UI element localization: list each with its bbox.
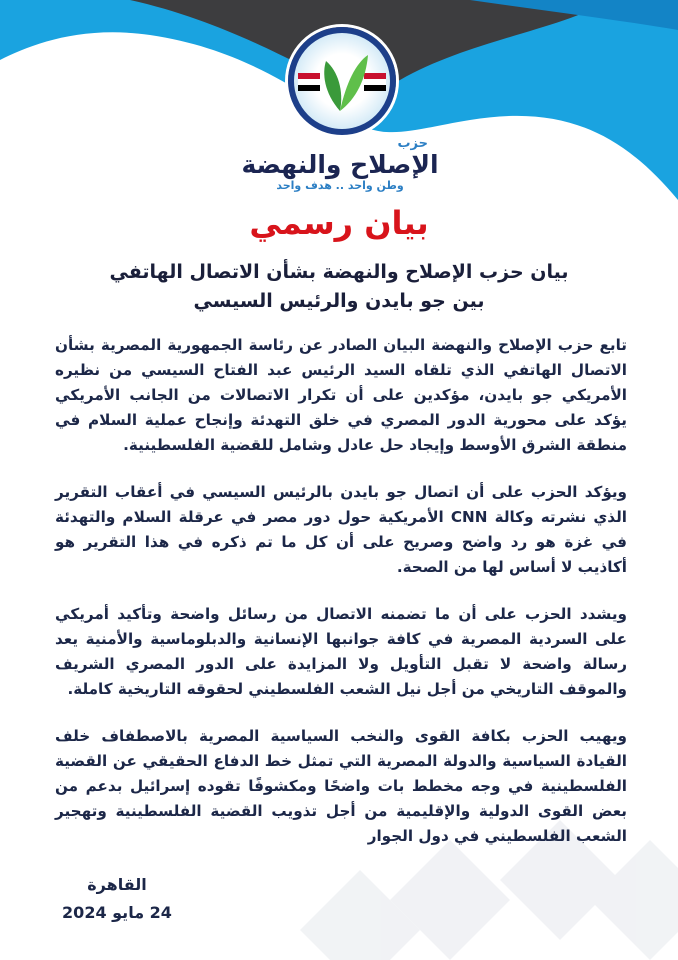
signature-city: القاهرة [87, 875, 147, 894]
subtitle-line: بين جو بايدن والرئيس السيسي [193, 290, 485, 312]
subtitle-line: بيان حزب الإصلاح والنهضة بشأن الاتصال الهاتفي [109, 261, 569, 283]
paragraph: ويشدد الحزب على أن ما تضمنه الاتصال من رسائل واضحة وتأكيد أمريكي على السردية المصرية في كافة جوانبها الإنسانية والدبلوماسية والأمنية يعد رسالة واضحة لا تقبل التأويل ولا المزايدة على الدور المصري الشريف والموقف التاريخي من أجل نيل الشعب الفلسطيني لحقوقه التاريخية كاملة. [55, 605, 627, 698]
party-name: الإصلاح والنهضة [241, 150, 439, 179]
statement-body [55, 333, 627, 849]
paragraph: ويؤكد الحزب على أن اتصال جو بايدن بالرئيس السيسي في أعقاب التقرير الذي نشرته وكالة CNN الأمريكية حول دور مصر في عرقلة السلام والتهدئة في غزة هو رد واضح وصريح على أن كل ما تم ذكره في هذا التقرير هو أكاذيب لا أساس لها من الصحة. [55, 483, 627, 576]
party-prefix: حزب [397, 136, 428, 151]
paragraph: ويهيب الحزب بكافة القوى والنخب السياسية المصرية بالاصطفاف خلف القيادة السياسية والدولة المصرية التي تمثل خط الدفاع الحقيقي عن القضية الفلسطينية في وجه مخطط بات واضحًا ومكشوفًا تقوده إسرائيل بدعم من بعض القوى الدولية والإقليمية من أجل تذويب القضية الفلسطينية وتهجير الشعب الفلسطيني في دول الجوار [55, 727, 627, 845]
party-slogan: وطن واحد .. هدف واحد [276, 179, 404, 192]
document-title: بيان رسمي [249, 204, 429, 242]
signature-date: 24 مايو 2024 [62, 903, 172, 922]
paragraph: تابع حزب الإصلاح والنهضة البيان الصادر عن رئاسة الجمهورية المصرية بشأن الاتصال الهاتفي الذي تلقاه السيد الرئيس عبد الفتاح السيسي من نظيره الأمريكي جو بايدن، مؤكدين على أن تكرار الاتصالات من الجانب الأمريكي يؤكد على محورية الدور المصري في خلق التهدئة وإنجاح عملية السلام في منطقة الشرق الأوسط وإيجاد حل عادل وشامل للقضية الفلسطينية. [55, 336, 627, 454]
document-subtitle [0, 258, 678, 316]
signature-block [62, 871, 172, 927]
